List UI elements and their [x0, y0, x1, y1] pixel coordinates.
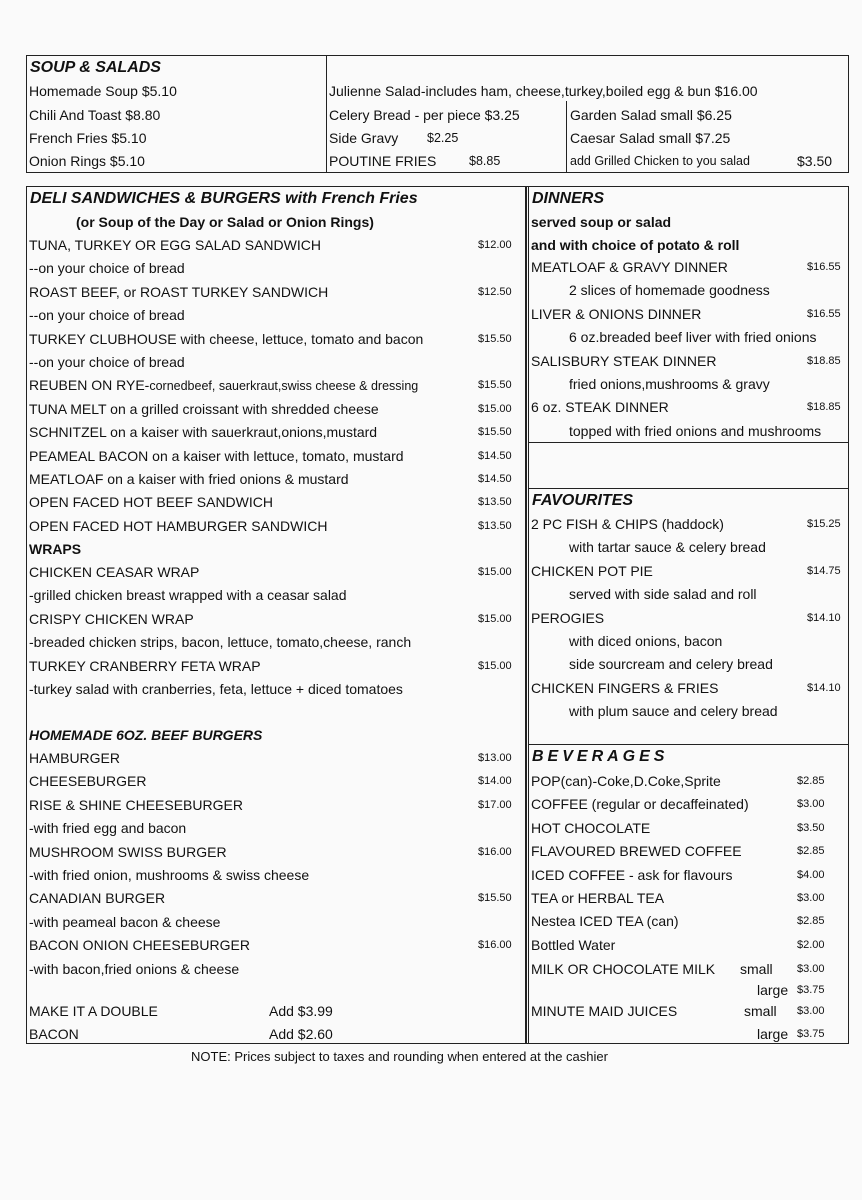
- favourite-row: 2 PC FISH & CHIPS (haddock): [531, 516, 724, 532]
- favourites-title: FAVOURITES: [532, 492, 634, 509]
- beverage-item-price: $2.85: [797, 915, 825, 928]
- add-chicken-name: add Grilled Chicken to you salad: [570, 154, 750, 168]
- favourite-row: CHICKEN POT PIE: [531, 562, 653, 579]
- burger-item: CHEESEBURGER: [29, 773, 147, 790]
- dinners-bottom-rule: [529, 442, 849, 443]
- beverage-item-price: $3.00: [797, 798, 825, 811]
- milk-large-label: large: [757, 982, 789, 998]
- soup-item: Homemade Soup $5.10: [29, 83, 177, 99]
- deli-item: --on your choice of bread: [29, 260, 185, 277]
- deli-subtitle: (or Soup of the Day or Salad or Onion Rings): [76, 214, 374, 230]
- beverage-item: HOT CHOCOLATE: [531, 819, 651, 836]
- burger-item: HAMBURGER: [29, 750, 121, 766]
- wrap-item: CRISPY CHICKEN WRAP: [29, 610, 194, 627]
- beverage-item-price: $3.50: [797, 821, 825, 834]
- dinner-item-desc: topped with fried onions and mushrooms: [569, 422, 822, 439]
- beverages-top-rule: [529, 744, 849, 745]
- favourite-row: side sourcream and celery bread: [569, 656, 773, 673]
- beverage-item: COFFEE (regular or decaffeinated): [531, 796, 749, 813]
- wrap-item: CHICKEN CEASAR WRAP: [29, 564, 200, 580]
- dinner-item: SALISBURY STEAK DINNER: [531, 352, 717, 369]
- price-note: NOTE: Prices subject to taxes and rounding when entered at the cashier: [191, 1049, 608, 1064]
- celery-bread: Celery Bread - per piece $3.25: [329, 107, 520, 123]
- deli-item-price: $15.00: [478, 402, 512, 415]
- dinner-item-desc: 2 slices of homemade goodness: [569, 282, 770, 299]
- salad-divider: [566, 101, 567, 173]
- dinner-item: MEATLOAF & GRAVY DINNER: [531, 259, 728, 275]
- deli-item: --on your choice of bread: [29, 354, 185, 370]
- juice-small-price: $3.00: [797, 1005, 825, 1017]
- wrap-item: -breaded chicken strips, bacon, lettuce, tomato,cheese, ranch: [29, 634, 412, 651]
- double-price: Add $3.99: [269, 1003, 333, 1019]
- beverage-item: Bottled Water: [531, 936, 616, 953]
- wrap-item-price: $15.00: [478, 566, 512, 578]
- milk-small-price: $3.00: [797, 963, 825, 975]
- deli-item-price: $13.50: [478, 519, 512, 532]
- beverage-item: Nestea ICED TEA (can): [531, 913, 679, 930]
- beverage-item-price: $2.85: [797, 775, 825, 787]
- deli-item-price: $15.50: [478, 332, 512, 345]
- beverage-item: ICED COFFEE - ask for flavours: [531, 866, 733, 883]
- soup-item: French Fries $5.10: [29, 130, 147, 146]
- dinner-item-desc: fried onions,mushrooms & gravy: [569, 376, 770, 392]
- burger-item-price: $16.00: [478, 845, 512, 858]
- beverage-item-price: $3.00: [797, 892, 825, 904]
- wrap-item: -grilled chicken breast wrapped with a ceasar salad: [29, 587, 347, 604]
- favourite-row-price: $14.10: [807, 681, 841, 694]
- dinners-title: DINNERS: [532, 190, 605, 207]
- burger-item: BACON ONION CHEESEBURGER: [29, 937, 250, 954]
- beverage-item: POP(can)-Coke,D.Coke,Sprite: [531, 773, 721, 789]
- julienne-salad: Julienne Salad-includes ham, cheese,turkey,boiled egg & bun $16.00: [329, 83, 758, 99]
- deli-item-detail: cornedbeef, sauerkraut,swiss cheese & dressing: [149, 379, 419, 394]
- milk-small-label: small: [740, 961, 773, 977]
- dinner-item: LIVER & ONIONS DINNER: [531, 305, 702, 322]
- dinner-item-price: $18.85: [807, 401, 841, 414]
- wrap-item-price: $15.00: [478, 612, 512, 625]
- side-gravy-name: Side Gravy: [329, 130, 399, 146]
- burgers-title: HOMEMADE 6OZ. BEEF BURGERS: [29, 727, 263, 743]
- wraps-title: WRAPS: [29, 541, 82, 557]
- deli-item: OPEN FACED HOT HAMBURGER SANDWICH: [29, 517, 328, 534]
- deli-item: SCHNITZEL on a kaiser with sauerkraut,onions,mustard: [29, 424, 378, 441]
- deli-item: --on your choice of bread: [29, 307, 185, 324]
- deli-item: TURKEY CLUBHOUSE with cheese, lettuce, tomato and bacon: [29, 330, 424, 347]
- deli-item: OPEN FACED HOT BEEF SANDWICH: [29, 494, 273, 511]
- double-name: MAKE IT A DOUBLE: [29, 1003, 158, 1019]
- juice-small-label: small: [744, 1003, 777, 1019]
- favourite-row: with tartar sauce & celery bread: [569, 539, 766, 556]
- poutine-price: $8.85: [469, 154, 501, 168]
- bacon-price: Add $2.60: [269, 1026, 333, 1042]
- burger-item: MUSHROOM SWISS BURGER: [29, 843, 227, 860]
- deli-item: TUNA MELT on a grilled croissant with shredded cheese: [29, 400, 379, 417]
- beverage-item: FLAVOURED BREWED COFFEE: [531, 843, 742, 860]
- caesar-salad: Caesar Salad small $7.25: [570, 130, 731, 146]
- burger-item-price: $13.00: [478, 752, 512, 764]
- dinner-item-price: $16.55: [807, 261, 841, 273]
- juice-large-price: $3.75: [797, 1028, 825, 1040]
- favourites-top-rule: [529, 488, 849, 489]
- favourite-row: with diced onions, bacon: [569, 633, 723, 649]
- deli-item-price: $13.50: [478, 496, 512, 509]
- favourite-row: PEROGIES: [531, 609, 605, 626]
- favourite-row: served with side salad and roll: [569, 586, 757, 603]
- garden-salad: Garden Salad small $6.25: [570, 107, 732, 123]
- burger-item-price: $17.00: [478, 798, 512, 811]
- dinner-item-desc: 6 oz.breaded beef liver with fried onions: [569, 329, 817, 346]
- favourite-row: CHICKEN FINGERS & FRIES: [531, 679, 719, 696]
- burger-item-price: $15.50: [478, 892, 512, 905]
- burger-item: -with peameal bacon & cheese: [29, 913, 221, 930]
- soup-title: SOUP & SALADS: [30, 59, 161, 76]
- dinner-item: 6 oz. STEAK DINNER: [531, 399, 669, 416]
- juice-large-label: large: [757, 1026, 789, 1042]
- burger-item: CANADIAN BURGER: [29, 890, 166, 907]
- poutine-name: POUTINE FRIES: [329, 153, 437, 169]
- right-column-double-rule: [526, 186, 529, 1044]
- favourite-row: with plum sauce and celery bread: [569, 703, 778, 720]
- deli-item: ROAST BEEF, or ROAST TURKEY SANDWICH: [29, 283, 329, 300]
- dinner-item-price: $16.55: [807, 307, 841, 320]
- burger-item-price: $14.00: [478, 775, 512, 788]
- milk-large-price: $3.75: [797, 984, 825, 996]
- burger-item: -with bacon,fried onions & cheese: [29, 960, 240, 977]
- favourite-row-price: $14.75: [807, 564, 841, 577]
- bacon-name: BACON: [29, 1026, 79, 1042]
- beverage-item: TEA or HERBAL TEA: [531, 890, 665, 906]
- wrap-item: TURKEY CRANBERRY FETA WRAP: [29, 657, 261, 674]
- wrap-item: -turkey salad with cranberries, feta, lettuce + diced tomatoes: [29, 681, 403, 697]
- beverage-item-price: $4.00: [797, 868, 825, 881]
- deli-item-price: $12.00: [478, 239, 512, 251]
- deli-item-price: $15.50: [478, 426, 512, 439]
- deli-item: MEATLOAF on a kaiser with fried onions & mustard: [29, 471, 349, 487]
- wrap-item-price: $15.00: [478, 659, 512, 672]
- side-gravy-price: $2.25: [427, 131, 459, 145]
- soup-item: Chili And Toast $8.80: [29, 107, 161, 123]
- beverage-item-price: $2.85: [797, 845, 825, 858]
- beverages-title: BEVERAGES: [532, 748, 669, 765]
- milk-name: MILK OR CHOCOLATE MILK: [531, 961, 716, 977]
- burger-item: -with fried egg and bacon: [29, 820, 187, 837]
- deli-item-price: $12.50: [478, 285, 512, 298]
- deli-item-price: $14.50: [478, 473, 512, 485]
- deli-item: TUNA, TURKEY OR EGG SALAD SANDWICH: [29, 237, 321, 253]
- dinners-sub2: and with choice of potato & roll: [531, 237, 740, 253]
- deli-item-price: $14.50: [478, 449, 512, 462]
- juice-name: MINUTE MAID JUICES: [531, 1003, 678, 1019]
- soup-divider: [326, 55, 327, 173]
- dinner-item-price: $18.85: [807, 354, 841, 367]
- burger-item: RISE & SHINE CHEESEBURGER: [29, 796, 243, 813]
- deli-item: REUBEN ON RYE-cornedbeef, sauerkraut,swiss cheese & dressing: [29, 377, 419, 394]
- favourite-row-price: $15.25: [807, 518, 841, 530]
- deli-title: DELI SANDWICHES & BURGERS with French Fries: [30, 190, 418, 207]
- add-chicken-price: $3.50: [797, 153, 833, 169]
- soup-item: Onion Rings $5.10: [29, 153, 145, 169]
- favourite-row-price: $14.10: [807, 611, 841, 624]
- deli-item-price: $15.50: [478, 379, 512, 392]
- burger-item: -with fried onion, mushrooms & swiss cheese: [29, 867, 310, 883]
- dinners-sub1: served soup or salad: [531, 214, 672, 230]
- deli-item: PEAMEAL BACON on a kaiser with lettuce, tomato, mustard: [29, 447, 404, 464]
- burger-item-price: $16.00: [478, 939, 512, 952]
- beverage-item-price: $2.00: [797, 938, 825, 951]
